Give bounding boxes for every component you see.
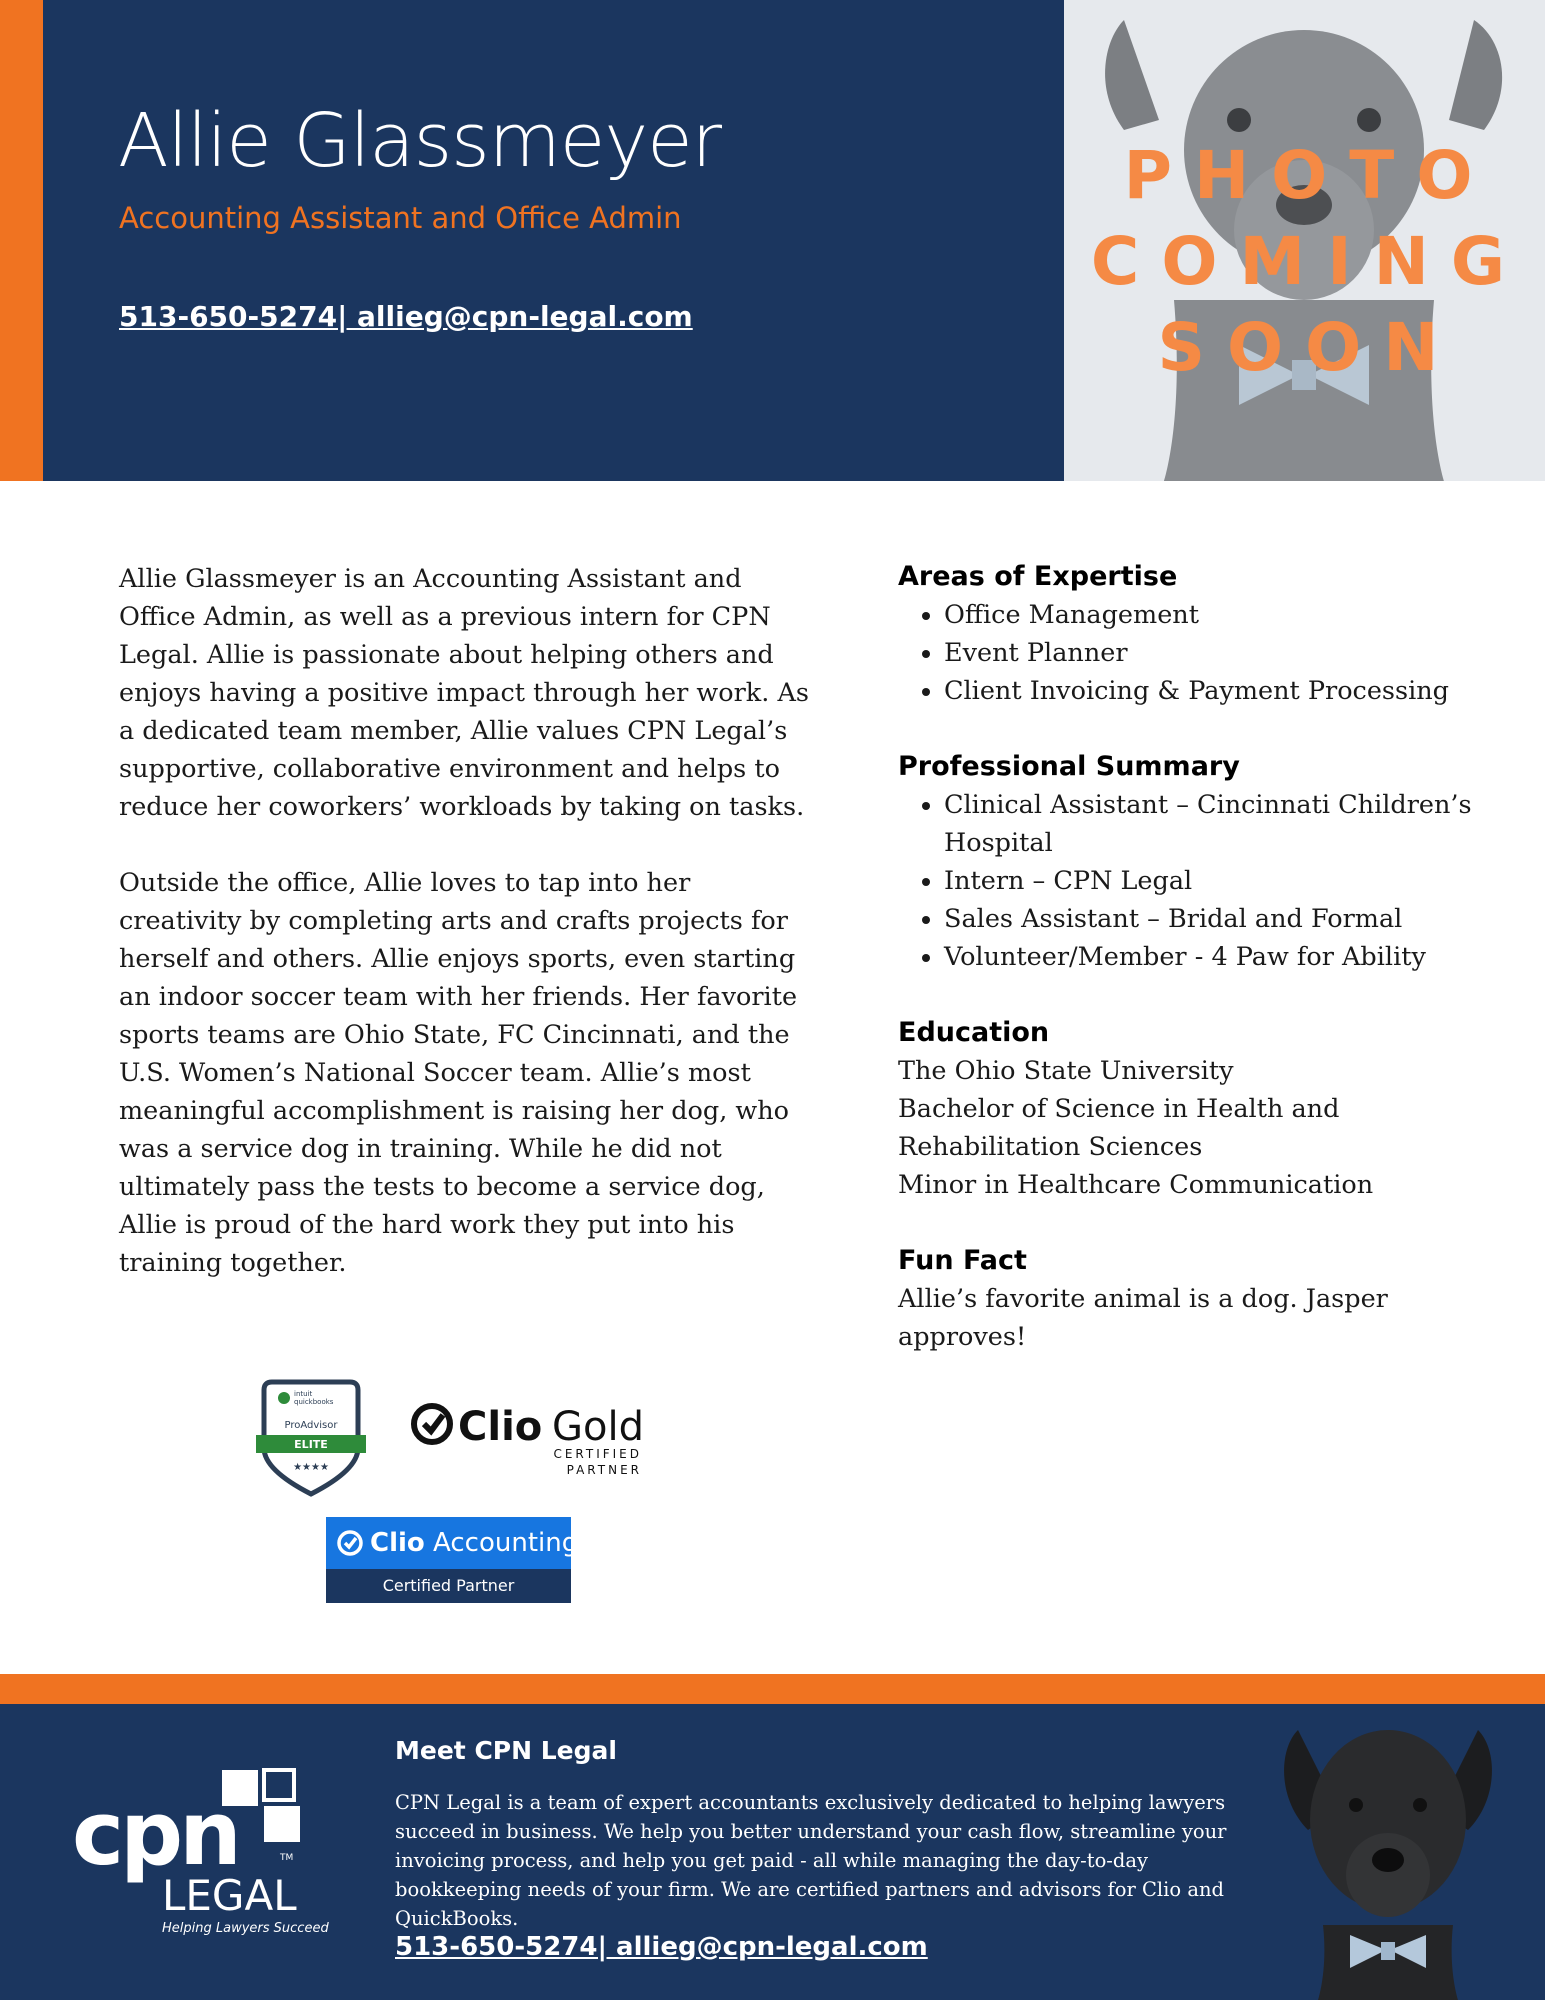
qb-line1: ProAdvisor xyxy=(284,1420,338,1431)
photo-placeholder xyxy=(1064,0,1545,481)
bio-section xyxy=(119,560,819,1320)
summary-title: Professional Summary xyxy=(898,751,1240,782)
footer-contact-link[interactable]: 513-650-5274| allieg@cpn-legal.com xyxy=(395,1932,928,1962)
list-item: • Clinical Assistant – Cincinnati Children’s Hospital xyxy=(944,786,1498,862)
summary-list xyxy=(898,786,1498,976)
bio-paragraph: Outside the office, Allie loves to tap into her creativity by completing arts and crafts projects for herself and others. Allie enjoys sports, even starting an indoor soccer team with her friends. Her favorite sports teams are Ohio State, FC Cincinnati, and the U.S. Women’s National Soccer team. Allie’s most meaningful accomplishment is raising her dog, who was a service dog in training. While he did not ultimately pass the tests to become a service dog, Allie is proud of the hard work they put into his training together. xyxy=(119,868,798,1278)
clio-brand: Clio xyxy=(370,1528,425,1558)
check-circle-icon xyxy=(414,1406,450,1442)
qb-line2: ELITE xyxy=(294,1438,328,1451)
education-line: The Ohio State University xyxy=(898,1056,1234,1086)
dog-photo-icon xyxy=(1268,1710,1508,2000)
funfact-text: Allie’s favorite animal is a dog. Jasper approves! xyxy=(898,1284,1388,1352)
qb-stars: ★★★★ xyxy=(293,1462,329,1473)
clio-gold-badge xyxy=(410,1400,650,1480)
cpn-legal-logo xyxy=(72,1764,332,1944)
list-item: • Event Planner xyxy=(944,634,1498,672)
logo-trademark: TM xyxy=(280,1853,294,1863)
list-item: • Office Management xyxy=(944,596,1498,634)
expertise-title: Areas of Expertise xyxy=(898,561,1178,592)
header-accent-bar xyxy=(0,0,43,481)
person-role: Accounting Assistant and Office Admin xyxy=(119,201,682,235)
list-item: • Client Invoicing & Payment Processing xyxy=(944,672,1498,710)
logo-main-text: cpn xyxy=(72,1782,238,1885)
education-line: Bachelor of Science in Health and Rehabilitation Sciences xyxy=(898,1094,1340,1162)
photo-coming-soon-text xyxy=(1064,133,1545,391)
quickbooks-proadvisor-badge xyxy=(256,1378,366,1498)
logo-sub-text: LEGAL xyxy=(162,1871,297,1920)
list-item: • Intern – CPN Legal xyxy=(944,862,1498,900)
meet-title: Meet CPN Legal xyxy=(395,1736,617,1765)
person-name: Allie Glassmeyer xyxy=(118,98,722,184)
list-item: • Sales Assistant – Bridal and Formal xyxy=(944,900,1498,938)
clio-gold-line1: CERTIFIED xyxy=(553,1447,642,1461)
photo-text-line: COMING xyxy=(1090,223,1528,300)
header-contact-link[interactable]: 513-650-5274| allieg@cpn-legal.com xyxy=(119,300,693,333)
details-column xyxy=(898,558,1498,1394)
check-circle-icon xyxy=(336,1529,364,1557)
education-details xyxy=(898,1052,1498,1204)
education-title: Education xyxy=(898,1017,1050,1048)
clio-accounting-badge xyxy=(326,1517,579,1603)
clio-gold-brand: Clio xyxy=(458,1404,543,1450)
expertise-list xyxy=(898,596,1498,710)
funfact-title: Fun Fact xyxy=(898,1245,1027,1276)
clio-gold-line2: PARTNER xyxy=(566,1463,642,1477)
qb-brand-bottom: quickbooks xyxy=(294,1398,334,1406)
photo-text-line: SOON xyxy=(1157,309,1461,386)
clio-gold-tier: Gold xyxy=(552,1404,644,1450)
qb-brand-top: intuit xyxy=(294,1390,313,1398)
footer-accent-bar xyxy=(0,1674,1545,1704)
list-item: • Volunteer/Member - 4 Paw for Ability xyxy=(944,938,1498,976)
clio-accounting-brand xyxy=(370,1527,578,1559)
quickbooks-icon xyxy=(278,1392,290,1404)
education-line: Minor in Healthcare Communication xyxy=(898,1170,1374,1200)
clio-product: Accounting xyxy=(433,1528,579,1558)
bio-paragraph: Allie Glassmeyer is an Accounting Assistant and Office Admin, as well as a previous intern for CPN Legal. Allie is passionate about helping others and enjoys having a positive impact through her work. As a dedicated team member, Allie values CPN Legal’s supportive, collaborative environment and helps to reduce her coworkers’ workloads by taking on tasks. xyxy=(119,564,809,822)
meet-description: CPN Legal is a team of expert accountants exclusively dedicated to helping lawyers succeed in business. We help you better understand your cash flow, streamline your invoicing process, and help you get paid - all while managing the day-to-day bookkeeping needs of your firm. We are certified partners and advisors for Clio and QuickBooks. xyxy=(395,1791,1227,1930)
clio-accounting-line: Certified Partner xyxy=(326,1569,571,1603)
photo-text-line: PHOTO xyxy=(1123,137,1495,214)
logo-tagline: Helping Lawyers Succeed xyxy=(162,1921,329,1936)
